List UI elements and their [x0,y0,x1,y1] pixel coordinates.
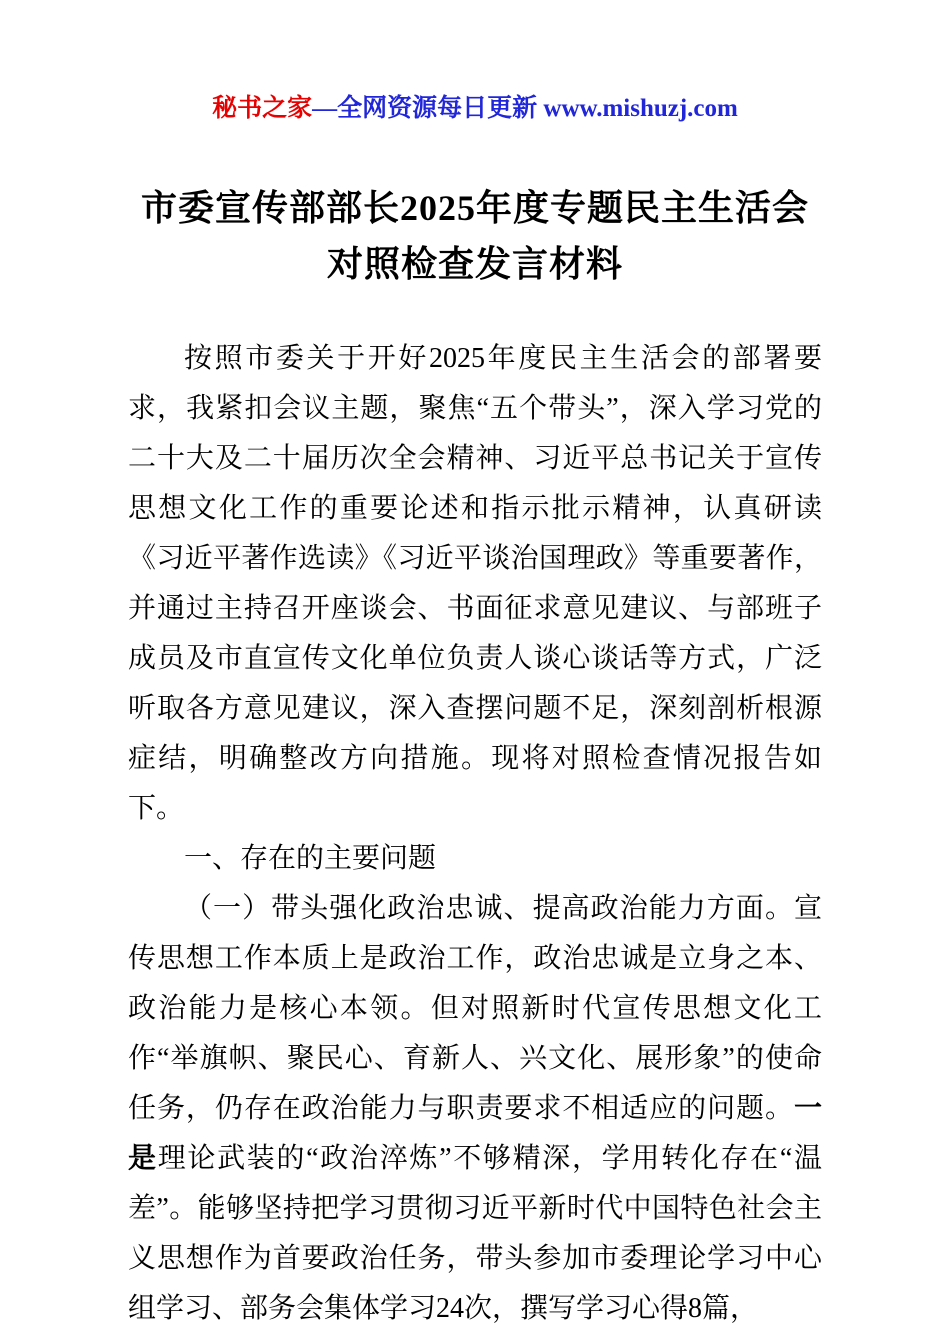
document-title [128,180,822,292]
document-body [128,334,822,1334]
document-title-line2: 对照检查发言材料 [326,244,623,284]
section-heading-main-problems: 一、存在的主要问题 [184,843,437,874]
body-paragraph-intro: 按照市委关于开好2025年度民主生活会的部署要求，我紧扣会议主题，聚焦“五个带头”，深入学习党的二十大及二十届历次全会精神、习近平总书记关于宣传思想文化工作的重要论述和指示批示精神，认真研读《习近平著作选读》《习近平谈治国理政》等重要著作，并通过主持召开座谈会、书面征求意见建议、与部班子成员及市直宣传文化单位负责人谈心谈话等方式，广泛听取各方意见建议，深入查摆问题不足，深刻剖析根源症结，明确整改方向措施。现将对照检查情况报告如下。 [128,343,822,824]
site-banner [128,88,822,124]
body-paragraph-section-1: （一）带头强化政治忠诚、提高政治能力方面。宣传思想工作本质上是政治工作，政治忠诚是立身之本、政治能力是核心本领。但对照新时代宣传思想文化工作“举旗帜、聚民心、育新人、兴文化、展形象”的使命任务，仍存在政治能力与职责要求不相适应的问题。一是理论武装的“政治淬炼”不够精深，学用转化存在“温差”。能够坚持把学习贯彻习近平新时代中国特色社会主义思想作为首要政治任务，带头参加市委理论学习中心组学习、部务会集体学习24次，撰写学习心得8篇， [128,893,822,1324]
tagline-text: —全网资源每日更新 [312,95,544,122]
document-title-line1: 市委宣传部部长2025年度专题民主生活会 [140,188,809,228]
brand-text: 秘书之家 [212,95,313,122]
site-url-link[interactable]: www.mishuzj.com [543,95,738,122]
